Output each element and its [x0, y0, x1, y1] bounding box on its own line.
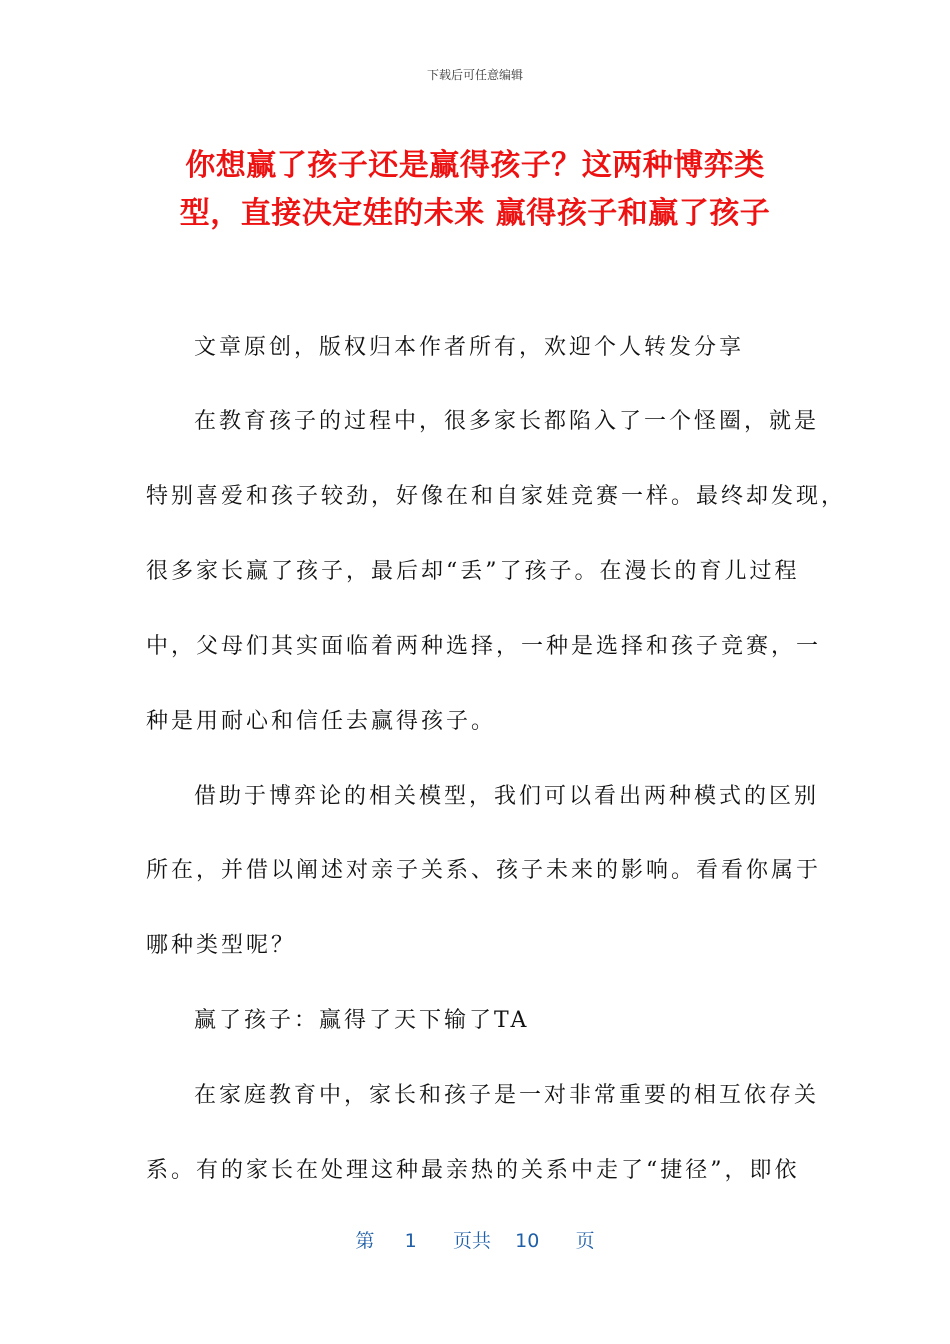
body-line: 在家庭教育中，家长和孩子是一对非常重要的相互依存关: [194, 1083, 820, 1108]
page-total: 10: [515, 1230, 540, 1252]
body-line: 在教育孩子的过程中，很多家长都陷入了一个怪圈，就是: [194, 409, 820, 434]
page-suffix: 页: [575, 1230, 595, 1252]
page-prefix: 第: [355, 1230, 375, 1252]
body-line: 系。有的家长在处理这种最亲热的关系中走了“捷径”，即依: [146, 1158, 800, 1183]
body-line: 赢了孩子：赢得了天下输了TA: [194, 1008, 530, 1033]
body-line: 种是用耐心和信任去赢得孩子。: [146, 709, 497, 734]
body-line: 所在，并借以阐述对亲子关系、孩子未来的影响。看看你属于: [146, 858, 822, 883]
body-line: 很多家长赢了孩子，最后却“丢”了孩子。在漫长的育儿过程: [146, 559, 800, 584]
page-mid: 页共: [452, 1230, 491, 1252]
page-footer: [0, 1226, 950, 1253]
document-title: [140, 142, 810, 238]
body-line: 文章原创，版权归本作者所有，欢迎个人转发分享: [194, 335, 745, 360]
body-line: 特别喜爱和孩子较劲，好像在和自家娃竞赛一样。最终却发现，: [146, 484, 847, 509]
body-line: 借助于博弈论的相关模型，我们可以看出两种模式的区别: [194, 784, 820, 809]
title-line-1: 你想赢了孩子还是赢得孩子？这两种博弈类: [185, 148, 765, 183]
header-note: 下载后可任意编辑: [426, 68, 523, 82]
page-number: 1: [404, 1230, 417, 1252]
body-line: 中，父母们其实面临着两种选择，一种是选择和孩子竞赛，一: [146, 634, 822, 659]
body-line: 哪种类型呢？: [146, 933, 297, 958]
title-line-2: 型，直接决定娃的未来 赢得孩子和赢了孩子: [179, 196, 771, 231]
